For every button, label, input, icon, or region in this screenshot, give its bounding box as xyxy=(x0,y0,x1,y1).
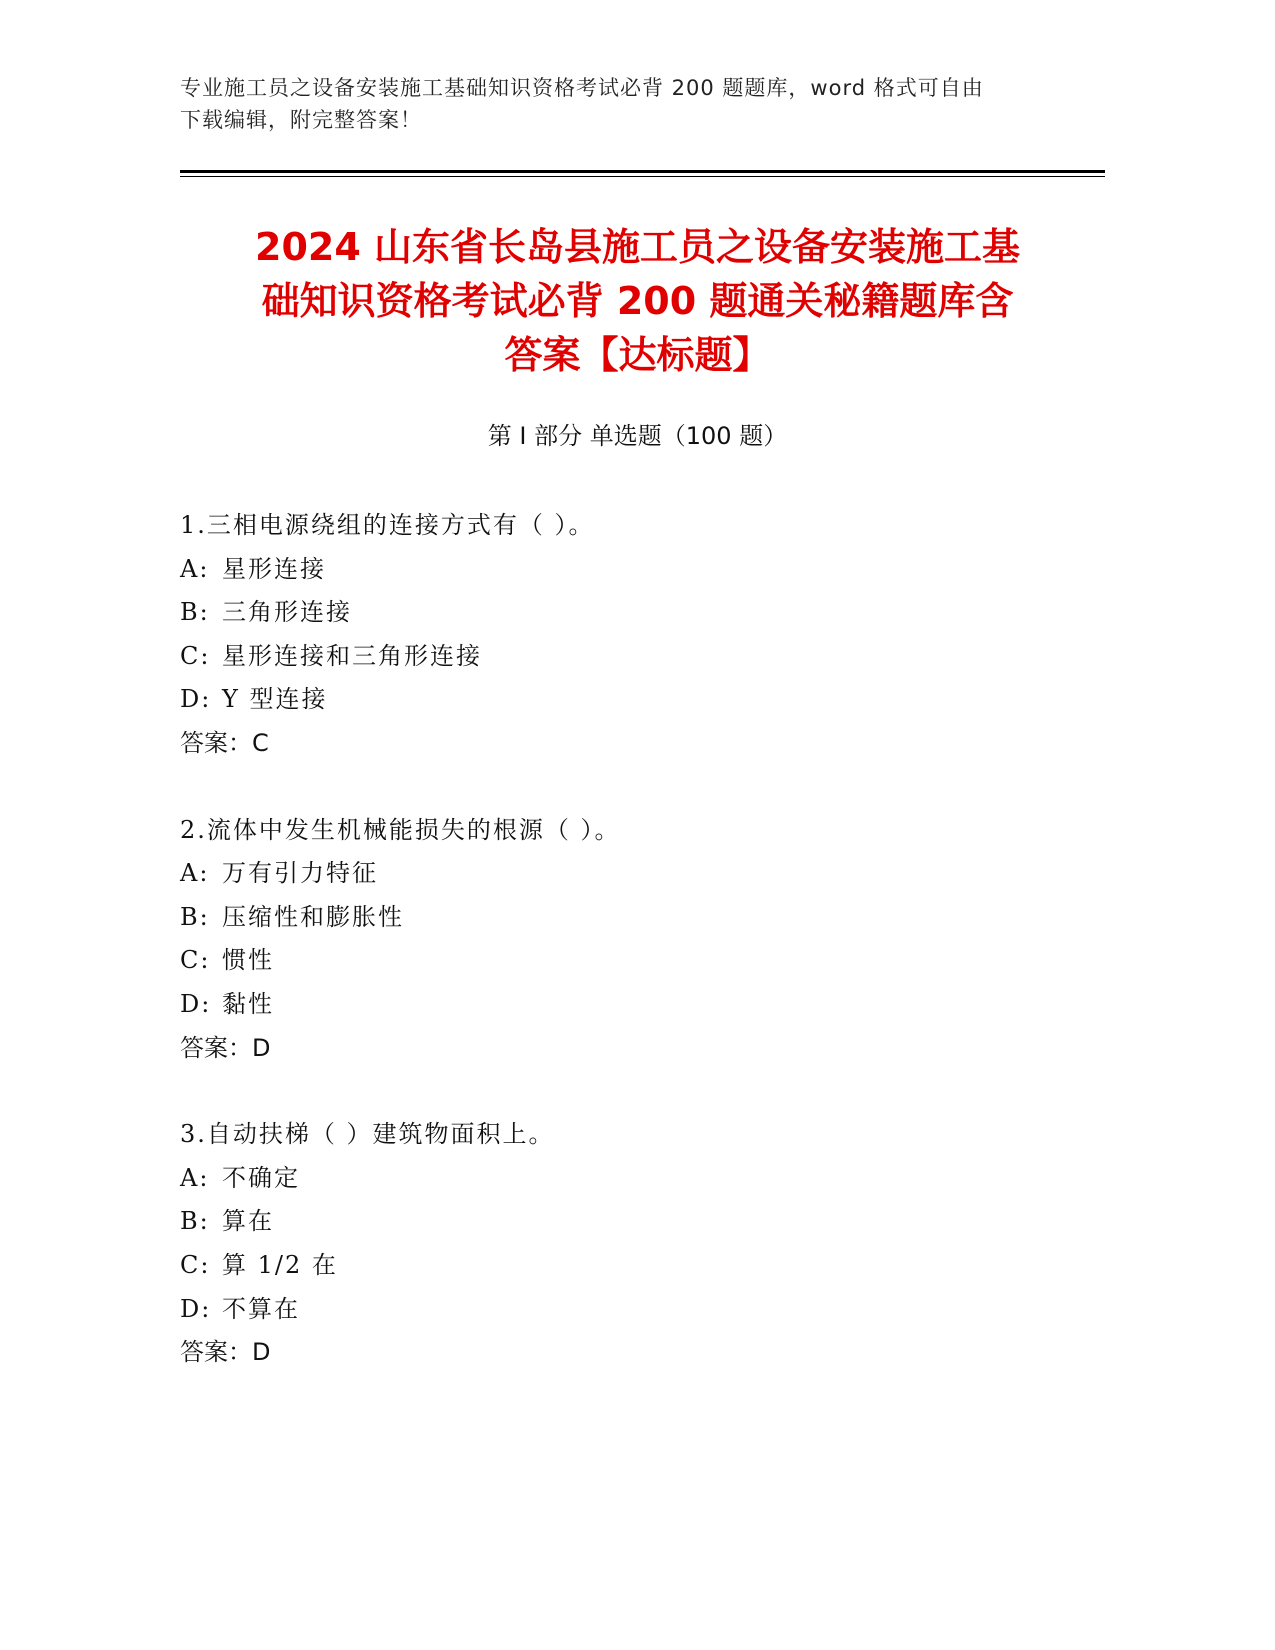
option-b xyxy=(180,1200,1080,1244)
option-b xyxy=(180,591,1080,635)
header-divider-thin xyxy=(180,176,1105,177)
option-letter: B: xyxy=(180,1207,210,1236)
question-stem: 3.自动扶梯（ ）建筑物面积上。 xyxy=(180,1120,555,1149)
header-note-line-2: 下载编辑，附完整答案！ xyxy=(180,108,422,132)
option-text: 不算在 xyxy=(222,1294,300,1323)
option-c xyxy=(180,635,1080,679)
option-a xyxy=(180,1157,1080,1201)
option-letter: C: xyxy=(180,946,211,975)
question-item xyxy=(180,504,1080,766)
option-letter: D: xyxy=(180,685,212,714)
question-stem: 1.三相电源绕组的连接方式有（ ）。 xyxy=(180,511,595,539)
option-letter: A: xyxy=(180,859,210,888)
question-item xyxy=(180,809,1080,1071)
document-header-note xyxy=(180,72,1080,136)
option-text: 惯性 xyxy=(222,946,274,975)
option-text: 万有引力特征 xyxy=(222,859,378,888)
option-text: 压缩性和膨胀性 xyxy=(222,902,404,931)
option-letter: A: xyxy=(180,554,210,583)
option-letter: C: xyxy=(180,1250,211,1279)
option-d xyxy=(180,1288,1080,1332)
header-divider-thick xyxy=(180,170,1105,173)
question-stem: 2.流体中发生机械能损失的根源（ ）。 xyxy=(180,815,621,844)
answer-text: 答案：D xyxy=(180,1338,271,1367)
option-text: 黏性 xyxy=(222,989,274,1018)
option-letter: C: xyxy=(180,641,211,670)
title-line-3: 答案【达标题】 xyxy=(504,333,771,377)
option-b xyxy=(180,896,1080,940)
section-heading: 第 I 部分 单选题（100 题） xyxy=(487,422,788,450)
question-list xyxy=(180,504,1080,1418)
answer-text: 答案：C xyxy=(180,728,269,757)
option-letter: B: xyxy=(180,902,210,931)
option-text: Y 型连接 xyxy=(222,685,328,714)
option-letter: D: xyxy=(180,989,212,1018)
option-letter: A: xyxy=(180,1163,210,1192)
title-line-1: 2024 山东省长岛县施工员之设备安装施工基 xyxy=(255,225,1020,269)
option-letter: B: xyxy=(180,598,210,627)
option-a xyxy=(180,852,1080,896)
option-text: 不确定 xyxy=(222,1163,300,1192)
option-c xyxy=(180,1244,1080,1288)
title-line-2: 础知识资格考试必背 200 题通关秘籍题库含 xyxy=(261,279,1014,323)
option-d xyxy=(180,983,1080,1027)
option-d xyxy=(180,678,1080,722)
option-text: 星形连接 xyxy=(222,554,326,583)
option-letter: D: xyxy=(180,1294,212,1323)
option-c xyxy=(180,939,1080,983)
answer-text: 答案：D xyxy=(180,1033,271,1062)
option-a xyxy=(180,548,1080,592)
option-text: 算 1/2 在 xyxy=(222,1250,338,1279)
option-text: 星形连接和三角形连接 xyxy=(222,641,482,670)
option-text: 算在 xyxy=(222,1207,274,1236)
document-title xyxy=(140,220,1135,382)
option-text: 三角形连接 xyxy=(222,598,352,627)
question-item xyxy=(180,1113,1080,1375)
header-note-line-1: 专业施工员之设备安装施工基础知识资格考试必背 200 题题库，word 格式可自由 xyxy=(180,76,984,100)
